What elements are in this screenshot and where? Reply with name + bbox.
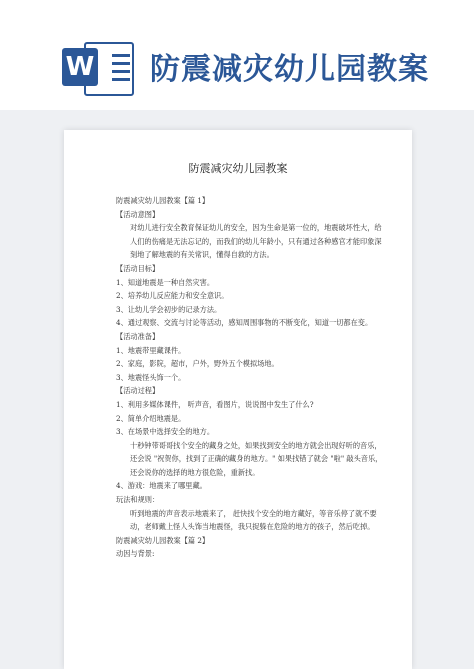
document-paragraph: 【活动过程】 [116, 386, 160, 396]
document-paragraph: 4、通过观察、交流与讨论等活动，感知周围事物的不断变化，知道一切都在变。 [116, 318, 373, 328]
document-paragraph: 2、简单介绍地震是。 [116, 413, 186, 423]
banner-title: 防震减灾幼儿园教案 [150, 52, 429, 87]
word-letter: W [62, 48, 98, 86]
document-paragraph: 玩法和规则： [116, 495, 160, 505]
document-paragraph: 十秒钟带哥哥找个安全的藏身之处，如果找到安全的地方就会出现好听的音乐，还会说 "祝贺你，找到了正确的藏身的地方。" 如果找错了就会 "啦" 敲头音乐，还会说你的选择的地方很危险，重新找。 [130, 440, 383, 477]
header-banner [0, 0, 474, 110]
document-paragraph: 4、游戏：地震来了哪里藏。 [116, 481, 207, 491]
document-paragraph: 【活动目标】 [116, 263, 160, 273]
document-page [64, 130, 412, 669]
document-body [116, 194, 388, 561]
document-paragraph: 防震减灾幼儿园教案【篇 2】 [116, 535, 210, 545]
document-paragraph: 3、地震怪头饰一个。 [116, 372, 186, 382]
document-paragraph: 动因与背景: [116, 549, 155, 559]
document-paragraph: 2、家庭，影院，超市，户外，野外五个模拟场地。 [116, 359, 279, 369]
document-paragraph: 听到地震的声音表示地震来了， 赶快找个安全的地方藏好，等音乐停了就不要动，老师戴上怪人头饰当地震怪，我只捉躲在危险的地方的孩子，然后吃掉。 [130, 508, 377, 532]
document-paragraph: 2、培养幼儿反应能力和安全意识。 [116, 291, 229, 301]
document-paragraph: 1、利用多媒体课件， 听声音，看图片，说说图中发生了什么? [116, 399, 314, 409]
document-paragraph: 1、地震带里藏课件。 [116, 345, 186, 355]
document-paragraph: 1、知道地震是一种自然灾害。 [116, 277, 215, 287]
word-logo-icon [62, 38, 132, 96]
document-paragraph: 对幼儿进行安全教育保证幼儿的安全，因为生命是第一位的，地震破坏性大，给人们的伤痛是无法忘记的，而我们的幼儿年龄小，只有通过各种感官才能印象深刻地了解地震的有关常识，懂得自救的方法。 [130, 223, 382, 260]
document-paragraph: 3、让幼儿学会初步的记录方法。 [116, 304, 222, 314]
document-title: 防震减灾幼儿园教案 [188, 162, 288, 175]
document-paragraph: 【活动意图】 [116, 209, 160, 219]
document-paragraph: 防震减灾幼儿园教案【篇 1】 [116, 196, 210, 205]
document-paragraph: 3、在场景中选择安全的地方。 [116, 427, 215, 437]
document-paragraph: 【活动准备】 [116, 331, 160, 341]
